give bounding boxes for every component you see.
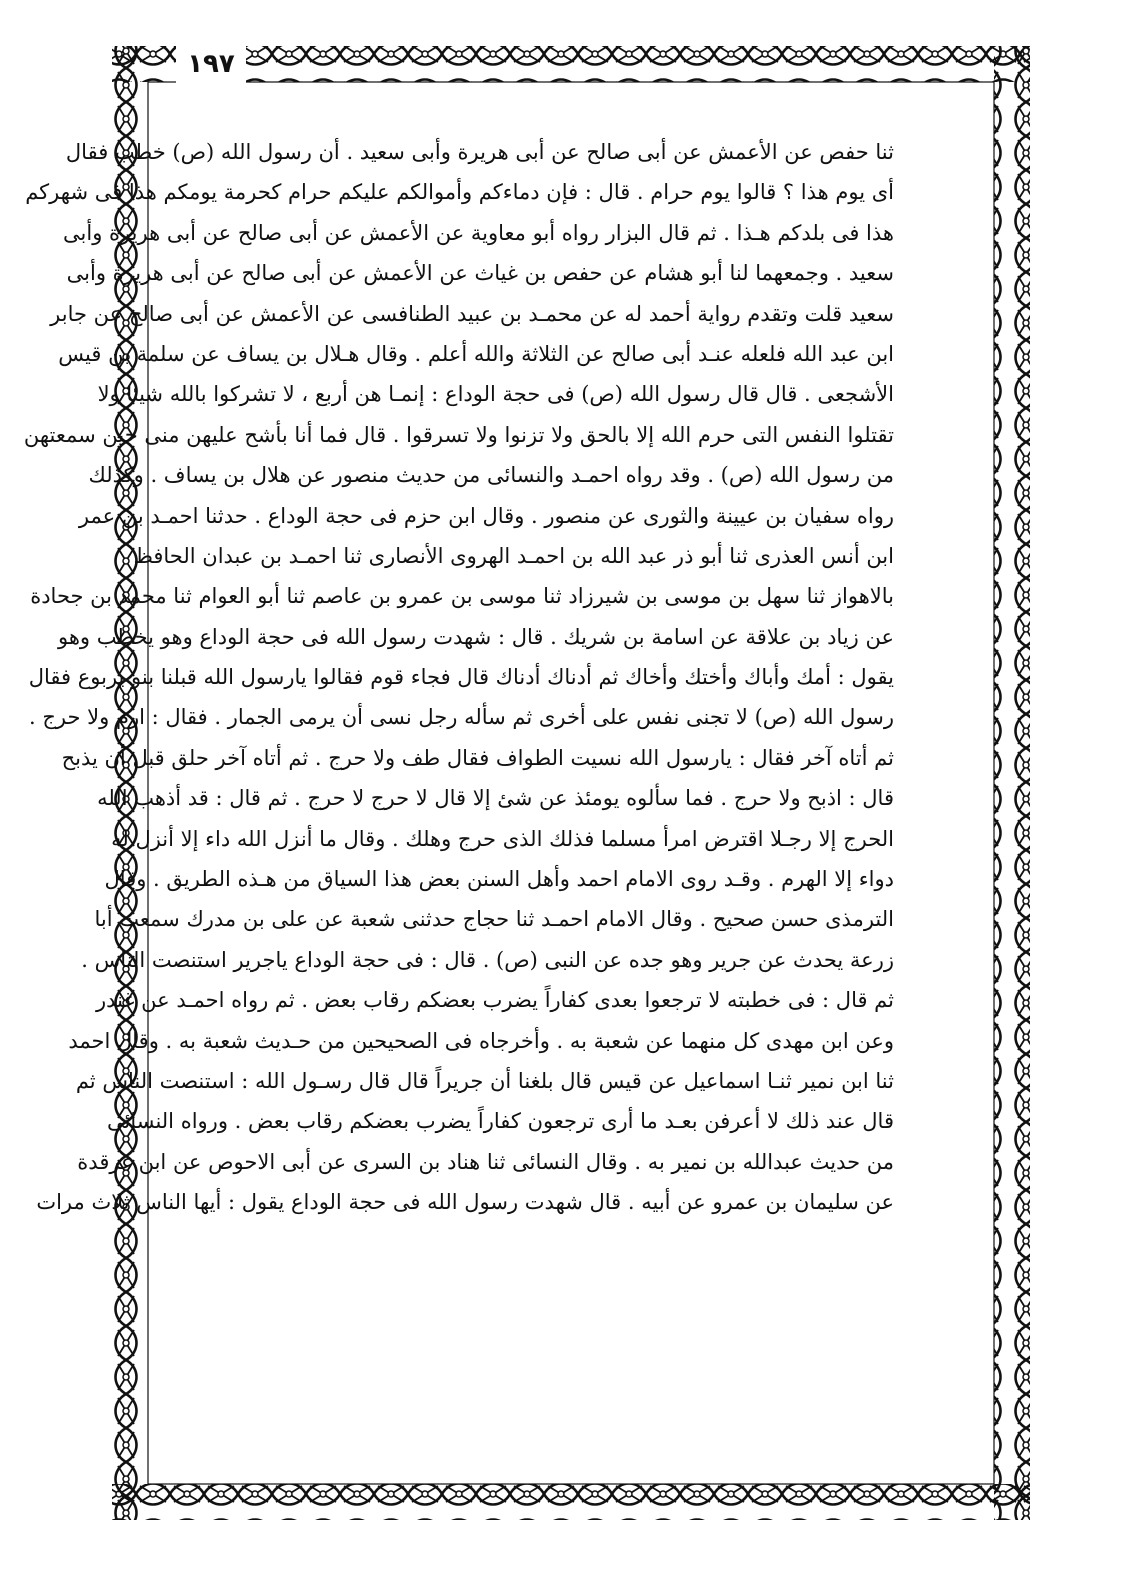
main-text <box>23 132 894 1452</box>
text-line: الحرج إلا رجـلا اقترض امرأ مسلما فذلك الذى حرج وهلك . وقال ما أنزل الله داء إلا أنزل له <box>111 826 894 851</box>
text-line: رسول الله (ص) لا تجنى نفس على أخرى ثم سأله رجل نسى أن يرمى الجمار . فقال : ارم ولا حرج . <box>29 705 894 730</box>
text-line: دواء إلا الهرم . وقـد روى الامام احمد وأهل السنن بعض هذا السياق من هـذه الطريق . وقال <box>104 867 894 892</box>
text-line: عن زياد بن علاقة عن اسامة بن شريك . قال : شهدت رسول الله فى حجة الوداع وهو يخطب وهو <box>58 624 894 649</box>
text-line: أى يوم هذا ؟ قالوا يوم حرام . قال : فإن دماءكم وأموالكم عليكم حرام كحرمة يومكم هذا فى شهركم <box>25 180 894 205</box>
text-line: سعيد . وجمعهما لنا أبو هشام عن حفص بن غياث عن الأعمش عن أبى صالح عن أبى هريرة وأبى <box>66 261 894 286</box>
text-line: وعن ابن مهدى كل منهما عن شعبة به . وأخرجاه فى الصحيحين من حـديث شعبة به . وقال احمد <box>68 1028 894 1053</box>
text-line: زرعة يحدث عن جرير وهو جده عن النبى (ص) . قال : فى حجة الوداع ياجرير استنصت الناس . <box>81 947 894 972</box>
text-line: الأشجعى . قال قال رسول الله (ص) فى حجة الوداع : إنمـا هن أربع ، لا تشركوا بالله شيئا ولا <box>97 382 894 407</box>
text-line: هذا فى بلدكم هـذا . ثم قال البزار رواه أبو معاوية عن الأعمش عن أبى صالح عن أبى هريرة وأبى <box>63 220 894 245</box>
text-line: ابن عبد الله فلعله عنـد أبى صالح عن الثلاثة والله أعلم . وقال هـلال بن يساف عن سلمة بن قيس <box>58 341 894 366</box>
text-line: الترمذى حسن صحيح . وقال الامام احمـد ثنا حجاج حدثنى شعبة عن على بن مدرك سمعت أبا <box>94 907 894 932</box>
text-line: قال : اذبح ولا حرج . فما سألوه يومئذ عن شئ إلا قال لا حرج لا حرج . ثم قال : قد أذهب الله <box>97 786 894 811</box>
page-number: ١٩٧ <box>176 44 246 84</box>
text-line: من حديث عبدالله بن نمير به . وقال النسائى ثنا هناد بن السرى عن أبى الاحوص عن ابن غرقدة <box>77 1149 894 1174</box>
text-line: تقتلوا النفس التى حرم الله إلا بالحق ولا تزنوا ولا تسرقوا . قال فما أنا بأشح عليهن منى حين سمعتهن <box>23 422 894 447</box>
text-line: سعيد قلت وتقدم رواية أحمد له عن محمـد بن عبيد الطنافسى عن الأعمش عن أبى صالح عن جابر <box>50 301 894 326</box>
text-line: قال عند ذلك لا أعرفن بعـد ما أرى ترجعون كفاراً يضرب بعضكم رقاب بعض . ورواه النسائى <box>106 1109 894 1134</box>
text-line: من رسول الله (ص) . وقد رواه احمـد والنسائى من حديث منصور عن هلال بن يساف . وكذلك <box>88 463 894 488</box>
text-line: رواه سفيان بن عيينة والثورى عن منصور . وقال ابن حزم فى حجة الوداع . حدثنا احمـد بن عمر <box>78 503 894 528</box>
text-line: ثنا ابن نمير ثنـا اسماعيل عن قيس قال بلغنا أن جريراً قال قال رسـول الله : استنصت الناس ثم <box>75 1068 894 1093</box>
text-line: بالاهواز ثنا سهل بن موسى بن شيرزاد ثنا موسى بن عمرو بن عاصم ثنا أبو العوام ثنا محمد بن جحادة <box>30 584 894 609</box>
text-line: ثنا حفص عن الأعمش عن أبى صالح عن أبى هريرة وأبى سعيد . أن رسول الله (ص) خطب فقال <box>65 140 894 164</box>
text-line: يقول : أمك وأباك وأختك وأخاك ثم أدناك أدناك قال فجاء قوم فقالوا يارسول الله قبلنا بنو يربوع فقال <box>28 665 894 690</box>
text-line: ثم أتاه آخر فقال : يارسول الله نسيت الطواف فقال طف ولا حرج . ثم أتاه آخر حلق قبل أن يذبح <box>61 745 894 770</box>
text-line: ثم قال : فى خطبته لا ترجعوا بعدى كفاراً يضرب بعضكم رقاب بعض . ثم رواه احمـد عن غندر <box>95 988 894 1013</box>
text-line: ابن أنس العذرى ثنا أبو ذر عبد الله بن احمـد الهروى الأنصارى ثنا احمـد بن عبدان الحافظ <box>133 543 894 568</box>
text-line: عن سليمان بن عمرو عن أبيه . قال شهدت رسول الله فى حجة الوداع يقول : أيها الناس ثلاث مرات <box>36 1190 894 1215</box>
